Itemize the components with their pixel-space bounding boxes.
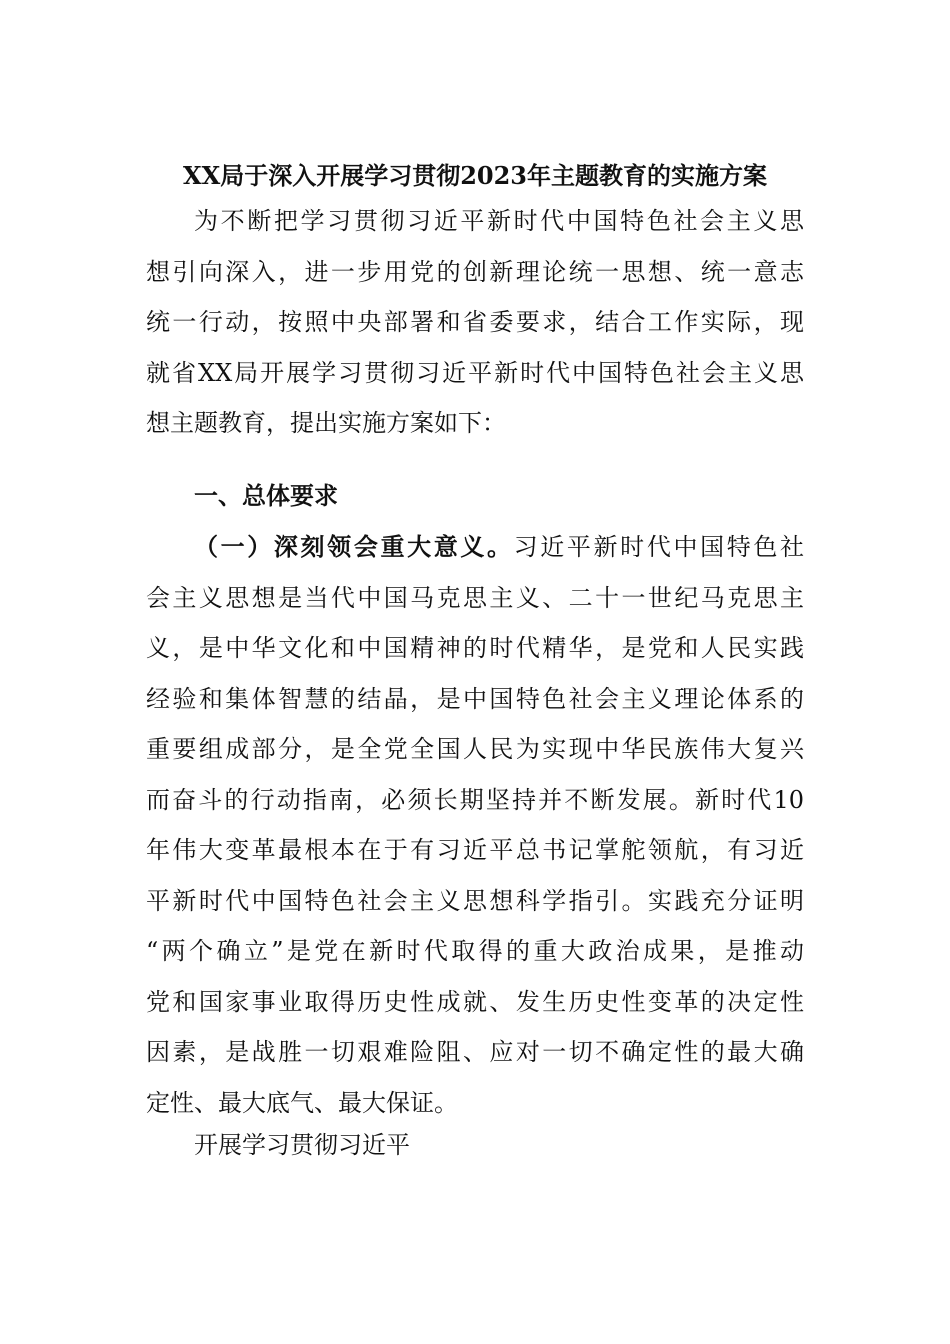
- subsection-line: 义，是中华文化和中国精神的时代精华，是党和人民实践: [146, 634, 804, 662]
- subsection-heading: （一）深刻领会重大意义。: [194, 532, 514, 561]
- intro-line: 统一行动，按照中央部署和省委要求，结合工作实际，现: [146, 308, 804, 336]
- subsection-line: 年伟大变革最根本在于有习近平总书记掌舵领航，有习近: [146, 836, 804, 864]
- subsection-line: 定性、最大底气、最大保证。: [146, 1088, 458, 1117]
- intro-line: 就省XX局开展学习贯彻习近平新时代中国特色社会主义思: [146, 358, 804, 387]
- subsection-line: 平新时代中国特色社会主义思想科学指引。实践充分证明: [146, 886, 804, 915]
- subsection-line: 因素，是战胜一切艰难险阻、应对一切不确定性的最大确: [146, 1038, 804, 1066]
- trailing-paragraph: [146, 1120, 804, 1171]
- subsection-paragraph: [146, 522, 804, 1128]
- intro-line: 想主题教育，提出实施方案如下：: [146, 409, 506, 437]
- subsection-line: 会主义思想是当代中国马克思主义、二十一世纪马克思主: [146, 583, 804, 612]
- section-heading: [146, 471, 804, 522]
- intro-line: 想引向深入，进一步用党的创新理论统一思想、统一意志: [146, 257, 804, 286]
- document-title: XX局于深入开展学习贯彻2023年主题教育的实施方案: [182, 161, 768, 190]
- subsection-first-line: [146, 522, 804, 573]
- subsection-line: 重要组成部分，是全党全国人民为实现中华民族伟大复兴: [146, 735, 804, 763]
- subsection-line: 经验和集体智慧的结晶，是中国特色社会主义理论体系的: [146, 684, 804, 713]
- subsection-line: 党和国家事业取得历史性成就、发生历史性变革的决定性: [146, 987, 804, 1016]
- trailing-line: 开展学习贯彻习近平: [194, 1131, 410, 1159]
- subsection-line: 而奋斗的行动指南，必须长期坚持并不断发展。新时代10: [146, 785, 804, 814]
- section-heading-text: 一、总体要求: [194, 481, 338, 510]
- subsection-line: 习近平新时代中国特色社: [513, 533, 805, 561]
- intro-paragraph: [146, 196, 804, 449]
- subsection-line: “两个确立”是党在新时代取得的重大政治成果，是推动: [146, 937, 804, 965]
- intro-line: 为不断把学习贯彻习近平新时代中国特色社会主义思: [194, 207, 804, 235]
